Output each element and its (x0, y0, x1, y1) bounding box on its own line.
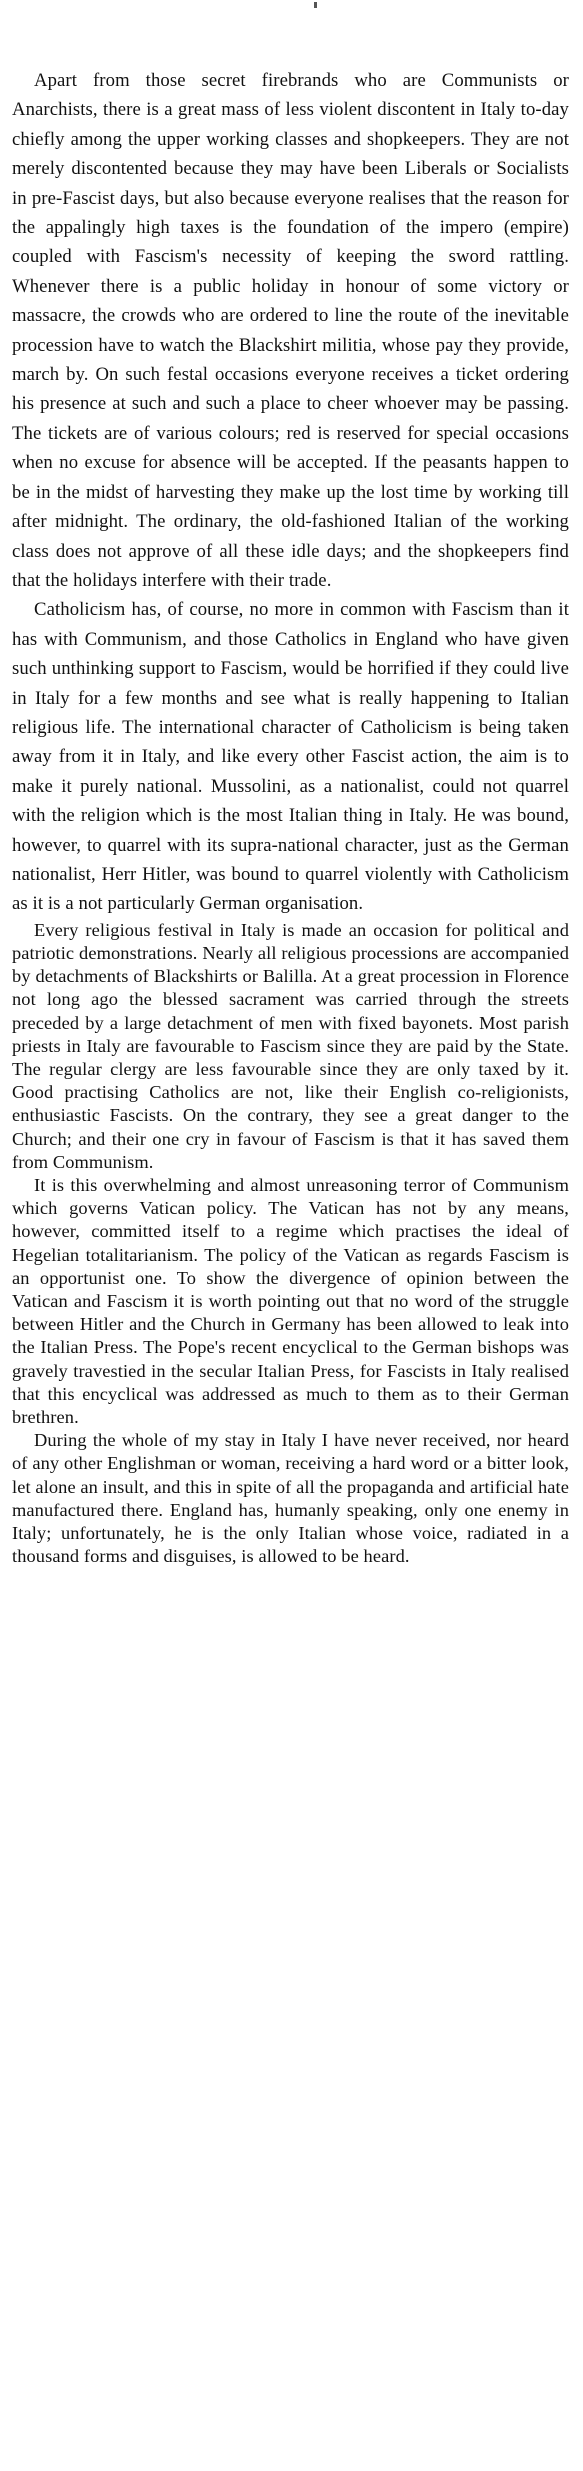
paragraph-religious-festivals: Every religious festival in Italy is made an occasion for political and patriotic demonstrations. Nearly all religious processions are accompanied by detachments of Blackshirts or Balilla. At a great procession in Florence not long ago the blessed sacrament was carried through the streets preceded by a large detachment of men with fixed bayonets. Most parish priests in Italy are favourable to Fascism since they are paid by the State. The regular clergy are less favourable since they are only taxed by it. Good practising Catholics are not, like their English co-religionists, enthusiastic Fascists. On the contrary, they see a great danger to the Church; and their one cry in favour of Fascism is that it has saved them from Communism. (12, 919, 569, 1172)
paragraph-vatican-policy: It is this overwhelming and almost unreasoning terror of Communism which governs Vatican policy. The Vatican has not by any means, however, committed itself to a regime which practises the ideal of Hegelian totalitarianism. The policy of the Vatican as regards Fascism is an opportunist one. To show the divergence of opinion between the Vatican and Fascism it is worth pointing out that no word of the struggle between Hitler and the Church in Germany has been allowed to leak into the Italian Press. The Pope's recent encyclical to the German bishops was gravely travestied in the secular Italian Press, for Fascists in Italy realised that this encyclical was addressed as much to them as to their German brethren. (12, 1175, 569, 1428)
paragraph-discontent: Apart from those secret firebrands who are Communists or Anarchists, there is a great mass of less violent discontent in Italy to-day chiefly among the upper working classes and shopkeepers. They are not merely discontented because they may have been Liberals or Socialists in pre-Fascist days, but also because everyone realises that the reason for the appalingly high taxes is the foundation of the impero (empire) coupled with Fascism's necessity of keeping the sword rattling. Whenever there is a public holiday in honour of some victory or massacre, the crowds who are ordered to line the route of the inevitable procession have to watch the Blackshirt militia, whose pay they provide, march by. On such festal occasions everyone receives a ticket ordering his presence at such and such a place to cheer whoever may be passing. The tickets are of various colours; red is reserved for special occasions when no excuse for absence will be accepted. If the peasants happen to be in the midst of harvesting they make up the lost time by working till after midnight. The ordinary, the old-fashioned Italian of the working class does not approve of all these idle days; and the shopkeepers find that the holidays interfere with their trade. (12, 70, 569, 591)
paragraph-england: During the whole of my stay in Italy I have never received, nor heard of any other Englishman or woman, receiving a hard word or a bitter look, let alone an insult, and this in spite of all the propaganda and artificial hate manufactured there. England has, humanly speaking, only one enemy in Italy; unfortunately, he is the only Italian whose voice, radiated in a thousand forms and disguises, is allowed to be heard. (12, 1430, 569, 1567)
print-mark (314, 2, 317, 8)
paragraph-catholicism: Catholicism has, of course, no more in common with Fascism than it has with Communism, and those Catholics in England who have given such unthinking support to Fascism, would be horrified if they could live in Italy for a few months and see what is really happening to Italian religious life. The international character of Catholicism is being taken away from it in Italy, and like every other Fascist action, the aim is to make it purely national. Mussolini, as a nationalist, could not quarrel with the religion which is the most Italian thing in Italy. He was bound, however, to quarrel with its supra-national character, just as the German nationalist, Herr Hitler, was bound to quarrel violently with Catholicism as it is a not particularly German organisation. (12, 599, 569, 915)
